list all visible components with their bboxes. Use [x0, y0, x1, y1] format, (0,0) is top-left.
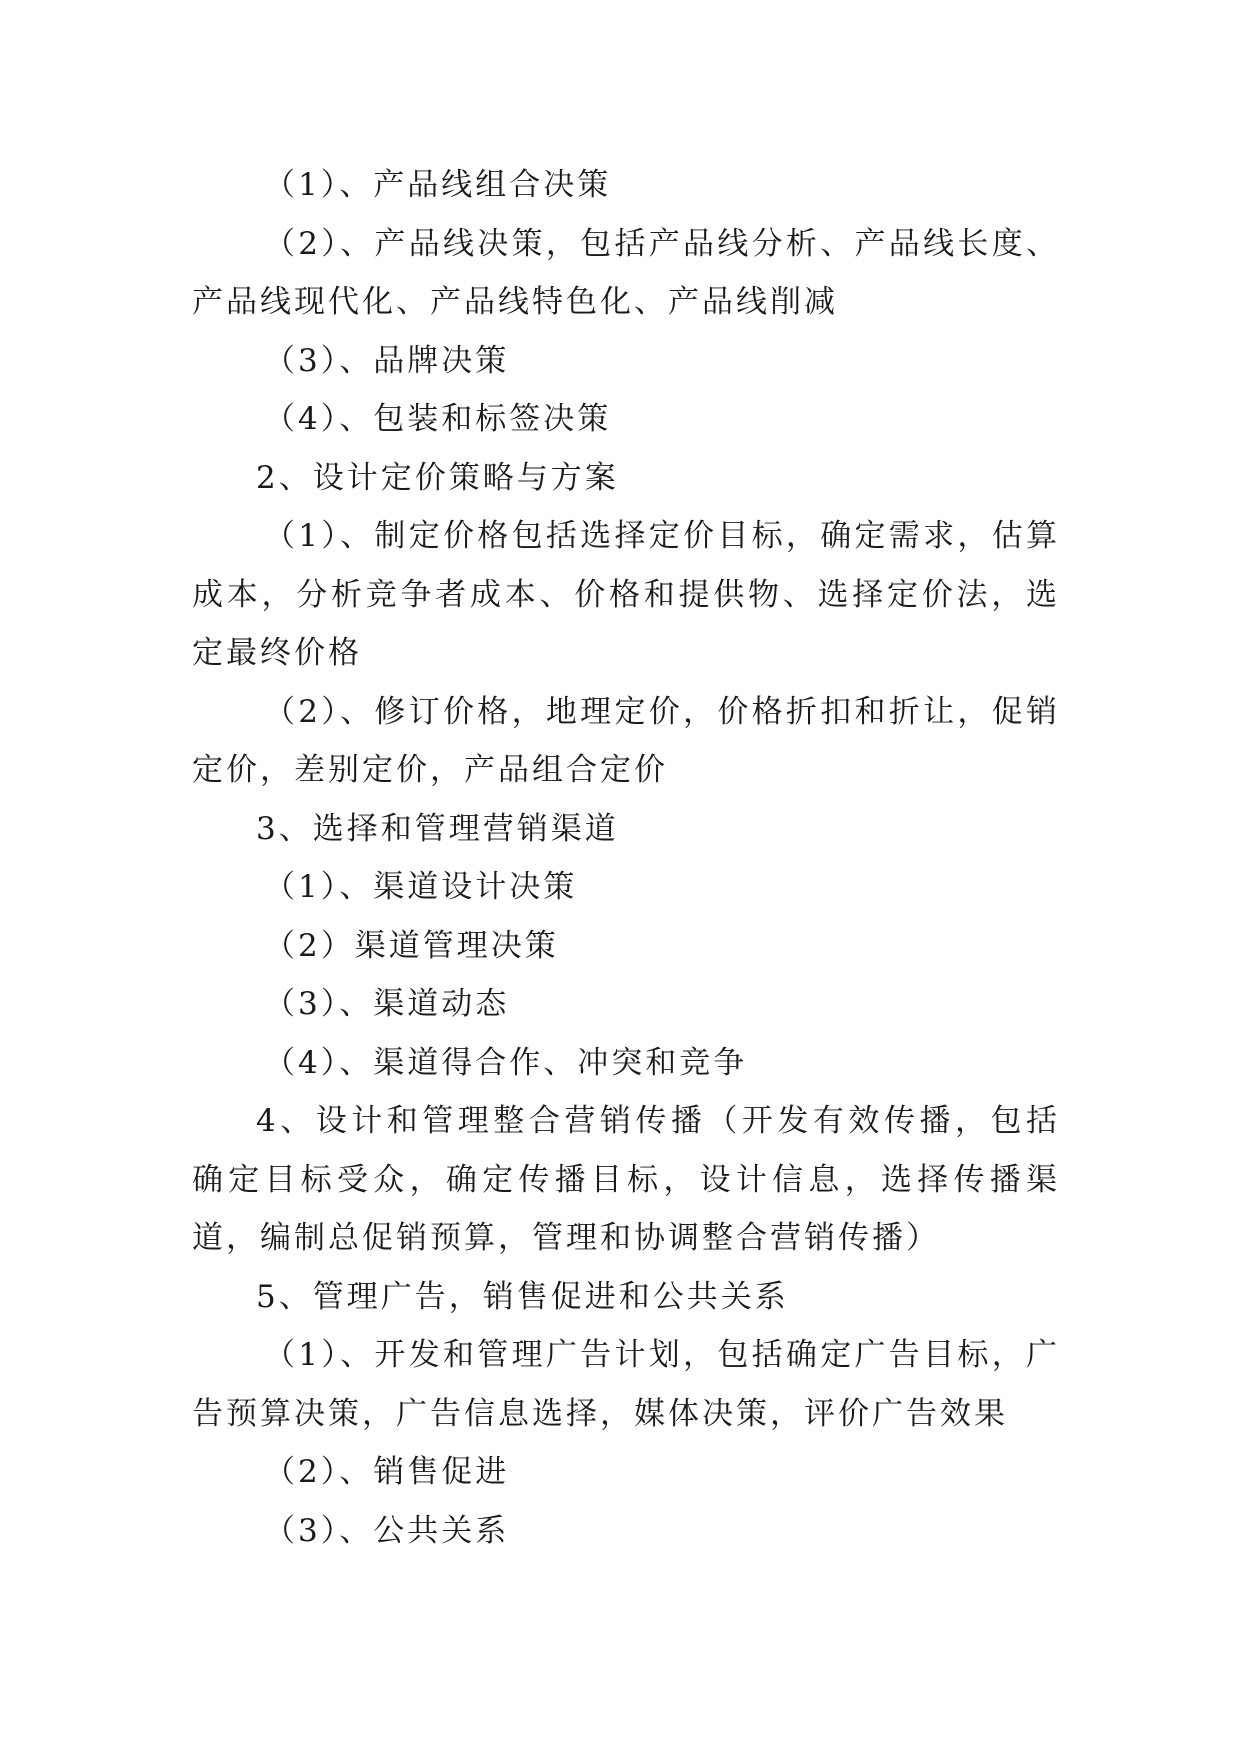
paragraph: （4）、包装和标签决策 — [264, 401, 612, 437]
paragraph: （3）、渠道动态 — [264, 986, 510, 1022]
paragraph: （1）、产品线组合决策 — [264, 167, 612, 203]
section-heading: 4、设计和管理整合营销传播（开发有效传播，包括确定目标受众，确定传播目标，设计信息，选择传播渠道，编制总促销预算，管理和协调整合营销传播） — [192, 1103, 1060, 1256]
paragraph: （3）、公共关系 — [264, 1512, 510, 1549]
paragraph: （2）、产品线决策，包括产品线分析、产品线长度、产品线现代化、产品线特色化、产品线削减 — [192, 225, 1060, 320]
paragraph: （3）、品牌决策 — [264, 342, 510, 379]
section-heading: 3、选择和管理营销渠道 — [256, 810, 619, 847]
paragraph: （2）渠道管理决策 — [264, 927, 559, 964]
section-heading: 5、管理广告，销售促进和公共关系 — [256, 1278, 789, 1315]
paragraph: （2）、销售促进 — [264, 1454, 510, 1490]
document-body — [192, 156, 1060, 1560]
paragraph: （4）、渠道得合作、冲突和竞争 — [264, 1044, 748, 1081]
paragraph: （1）、制定价格包括选择定价目标，确定需求，估算成本，分析竞争者成本、价格和提供物、选择定价法，选定最终价格 — [192, 518, 1060, 671]
paragraph: （2）、修订价格，地理定价，价格折扣和折让，促销定价，差别定价，产品组合定价 — [192, 693, 1060, 788]
section-heading: 2、设计定价策略与方案 — [256, 459, 619, 496]
paragraph: （1）、开发和管理广告计划，包括确定广告目标，广告预算决策，广告信息选择，媒体决策，评价广告效果 — [192, 1337, 1060, 1432]
paragraph: （1）、渠道设计决策 — [264, 869, 578, 905]
